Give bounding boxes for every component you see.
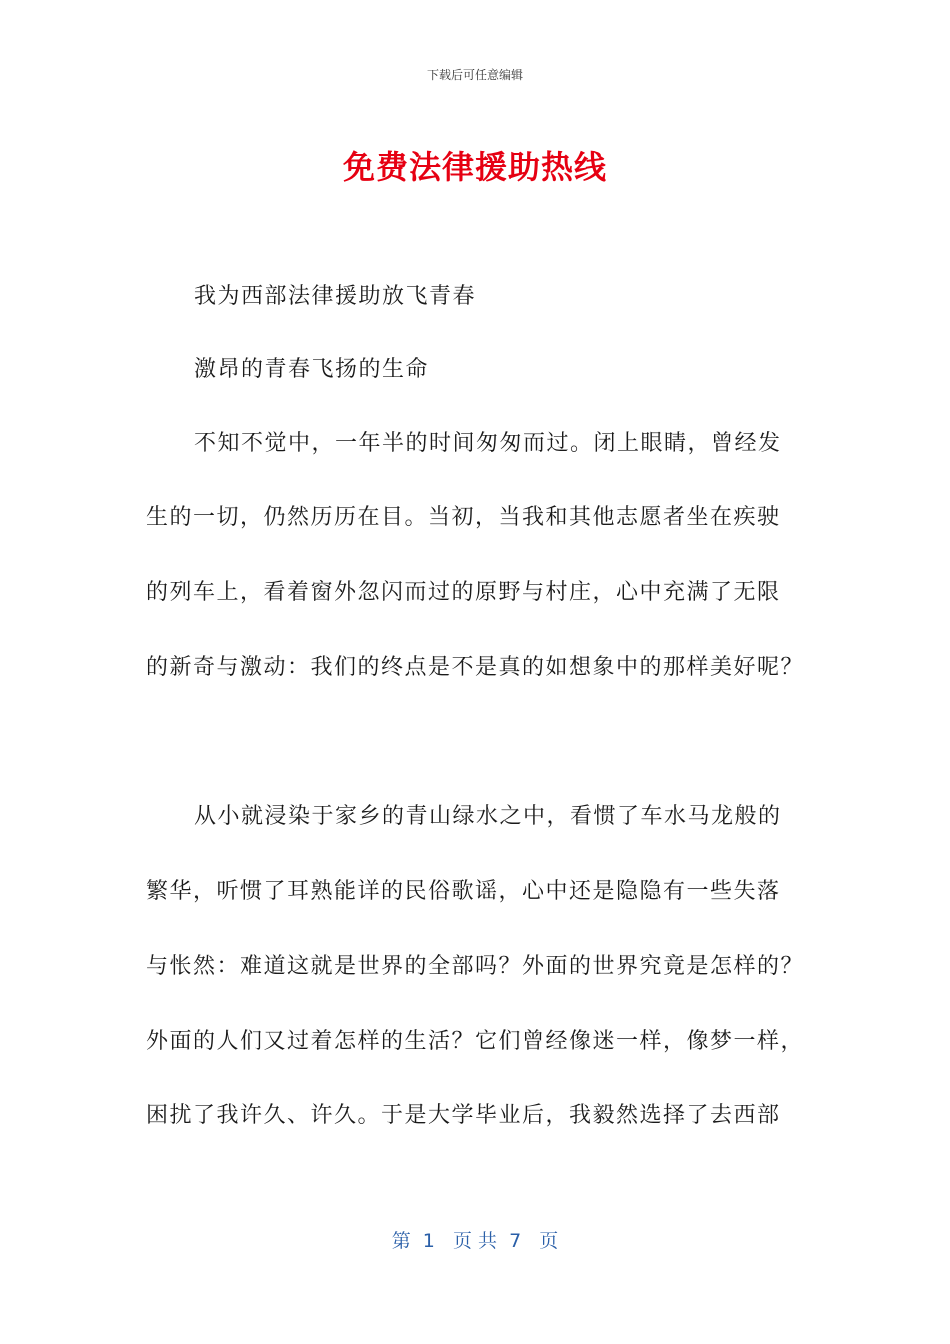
paragraph-line-1: 我为西部法律援助放飞青春 bbox=[194, 284, 477, 309]
paragraph-line-9: 与怅然：难道这就是世界的全部吗？外面的世界究竟是怎样的？ bbox=[146, 954, 805, 979]
paragraph-line-5: 的列车上，看着窗外忽闪而过的原野与村庄，心中充满了无限 bbox=[146, 580, 781, 605]
paragraph-line-11: 困扰了我许久、许久。于是大学毕业后，我毅然选择了去西部 bbox=[146, 1103, 781, 1128]
paragraph-line-10: 外面的人们又过着怎样的生活？它们曾经像迷一样，像梦一样， bbox=[146, 1029, 805, 1054]
paragraph-line-3: 不知不觉中，一年半的时间匆匆而过。闭上眼睛，曾经发 bbox=[194, 431, 782, 456]
page-footer: 第 1 页 共 7 页 bbox=[391, 1230, 559, 1252]
document-title: 免费法律援助热线 bbox=[342, 148, 607, 186]
paragraph-line-2: 激昂的青春飞扬的生命 bbox=[194, 357, 430, 382]
header-note: 下载后可任意编辑 bbox=[426, 68, 523, 82]
paragraph-line-4: 生的一切，仍然历历在目。当初，当我和其他志愿者坐在疾驶 bbox=[146, 505, 781, 530]
paragraph-line-8: 繁华，听惯了耳熟能详的民俗歌谣，心中还是隐隐有一些失落 bbox=[146, 879, 781, 904]
paragraph-line-7: 从小就浸染于家乡的青山绿水之中，看惯了车水马龙般的 bbox=[194, 804, 782, 829]
paragraph-line-6: 的新奇与激动：我们的终点是不是真的如想象中的那样美好呢？ bbox=[146, 655, 805, 680]
